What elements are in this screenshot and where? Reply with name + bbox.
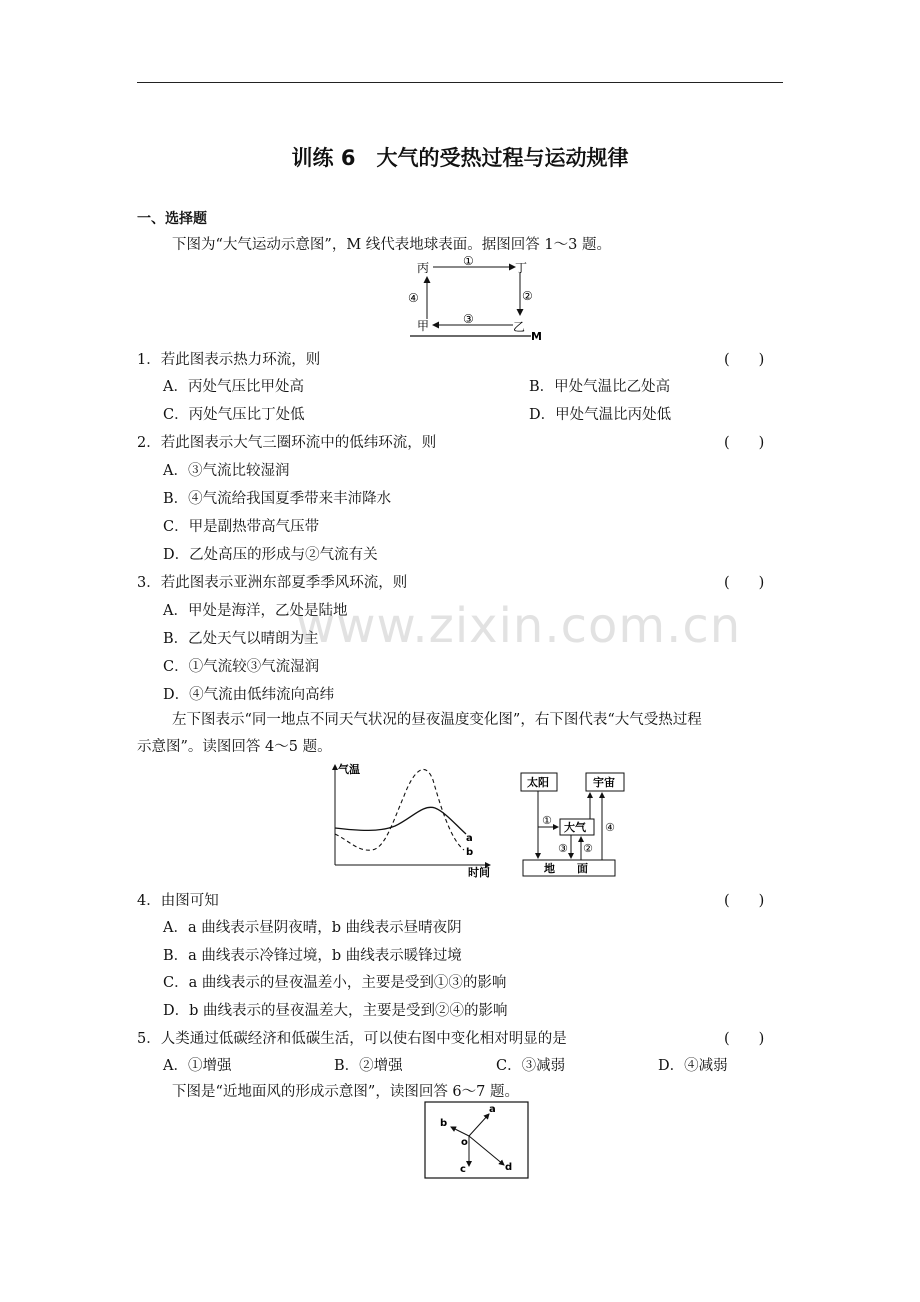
wind-label-o: o: [461, 1137, 468, 1148]
q2-stem: 2．若此图表示大气三圈环流中的低纬环流，则: [137, 435, 437, 451]
q4-option-d: D．b 曲线表示的昼夜温差大，主要是受到②④的影响: [163, 1003, 508, 1019]
arrow-label-4: ④: [408, 291, 419, 305]
q2-option-d: D．乙处高压的形成与②气流有关: [163, 547, 378, 563]
q1-option-c: C．丙处气压比丁处低: [163, 407, 305, 423]
arrow-label-3: ③: [463, 312, 474, 326]
q4-stem: 4．由图可知: [137, 893, 219, 909]
q3-option-d: D．④气流由低纬流向高纬: [163, 687, 335, 703]
atmosphere-label: 大气: [564, 821, 586, 834]
q4-answer-paren: ( ): [724, 893, 765, 909]
arrow-label-1: ①: [463, 255, 474, 268]
space-label: 宇宙: [593, 776, 615, 789]
arrow-label-3: ③: [558, 842, 568, 855]
q1-option-a: A．丙处气压比甲处高: [163, 379, 304, 395]
q3-option-c: C．①气流较③气流湿润: [163, 659, 320, 675]
q5-option-a: A．①增强: [163, 1058, 232, 1074]
y-axis-label: 气温: [338, 763, 360, 776]
label-bing: 丙: [417, 261, 430, 275]
page-title: 训练 6 大气的受热过程与运动规律: [291, 146, 629, 170]
q1-option-d: D．甲处气温比丙处低: [529, 407, 672, 423]
arrow-label-1: ①: [542, 814, 552, 827]
q2-answer-paren: ( ): [724, 435, 765, 451]
curve-a-label: a: [466, 833, 473, 844]
sun-label: 太阳: [527, 776, 549, 789]
curve-b: [335, 769, 464, 850]
wind-frame: [425, 1102, 528, 1178]
wind-label-d: d: [505, 1162, 513, 1173]
temperature-curve-chart: [320, 760, 500, 880]
q5-stem: 5．人类通过低碳经济和低碳生活，可以使右图中变化相对明显的是: [137, 1031, 567, 1047]
q3-option-a: A．甲处是海洋，乙处是陆地: [163, 603, 348, 619]
label-ding: 丁: [515, 261, 528, 275]
label-yi: 乙: [513, 320, 526, 334]
q3-option-b: B．乙处天气以晴朗为主: [163, 631, 319, 647]
label-m: M: [531, 330, 542, 343]
q4-option-c: C．a 曲线表示的昼夜温差小，主要是受到①③的影响: [163, 975, 507, 991]
wind-formation-diagram: [424, 1100, 530, 1182]
intro-2-line2: 示意图”。读图回答 4～5 题。: [137, 739, 332, 755]
q5-option-d: D．④减弱: [658, 1058, 728, 1074]
watermark: www.zixin.com.cn: [296, 598, 742, 654]
x-axis-label: 时间: [468, 866, 490, 879]
intro-1: 下图为“大气运动示意图”，M 线代表地球表面。据图回答 1～3 题。: [172, 237, 611, 253]
heating-process-diagram: [518, 770, 638, 880]
label-jia: 甲: [417, 319, 430, 333]
arrow-label-4: ④: [605, 821, 615, 834]
q3-answer-paren: ( ): [724, 575, 765, 591]
q2-option-b: B．④气流给我国夏季带来丰沛降水: [163, 491, 392, 507]
wind-label-c: c: [460, 1164, 466, 1175]
circulation-diagram: [405, 255, 555, 345]
top-rule: [137, 82, 783, 83]
q3-stem: 3．若此图表示亚洲东部夏季季风环流，则: [137, 575, 408, 591]
arrow-label-2: ②: [522, 289, 533, 303]
q5-option-b: B．②增强: [334, 1058, 403, 1074]
intro-2-line1: 左下图表示“同一地点不同天气状况的昼夜温度变化图”，右下图代表“大气受热过程: [172, 712, 702, 728]
wind-label-a: a: [489, 1104, 496, 1115]
q5-option-c: C．③减弱: [496, 1058, 566, 1074]
q1-option-b: B．甲处气温比乙处高: [529, 379, 671, 395]
arrow-label-2: ②: [583, 842, 593, 855]
q5-answer-paren: ( ): [724, 1031, 765, 1047]
intro-3: 下图是“近地面风的形成示意图”，读图回答 6～7 题。: [172, 1084, 519, 1100]
q2-option-a: A．③气流比较湿润: [163, 463, 290, 479]
section-heading: 一、选择题: [137, 211, 207, 227]
q1-answer-paren: ( ): [724, 352, 765, 368]
wind-label-b: b: [440, 1118, 448, 1129]
q4-option-b: B．a 曲线表示冷锋过境，b 曲线表示暖锋过境: [163, 948, 462, 964]
curve-b-label: b: [466, 847, 474, 858]
q4-option-a: A．a 曲线表示昼阴夜晴，b 曲线表示昼晴夜阴: [163, 920, 462, 936]
ground-label: 地 面: [544, 862, 588, 875]
q1-stem: 1．若此图表示热力环流，则: [137, 352, 321, 368]
q2-option-c: C．甲是副热带高气压带: [163, 519, 320, 535]
